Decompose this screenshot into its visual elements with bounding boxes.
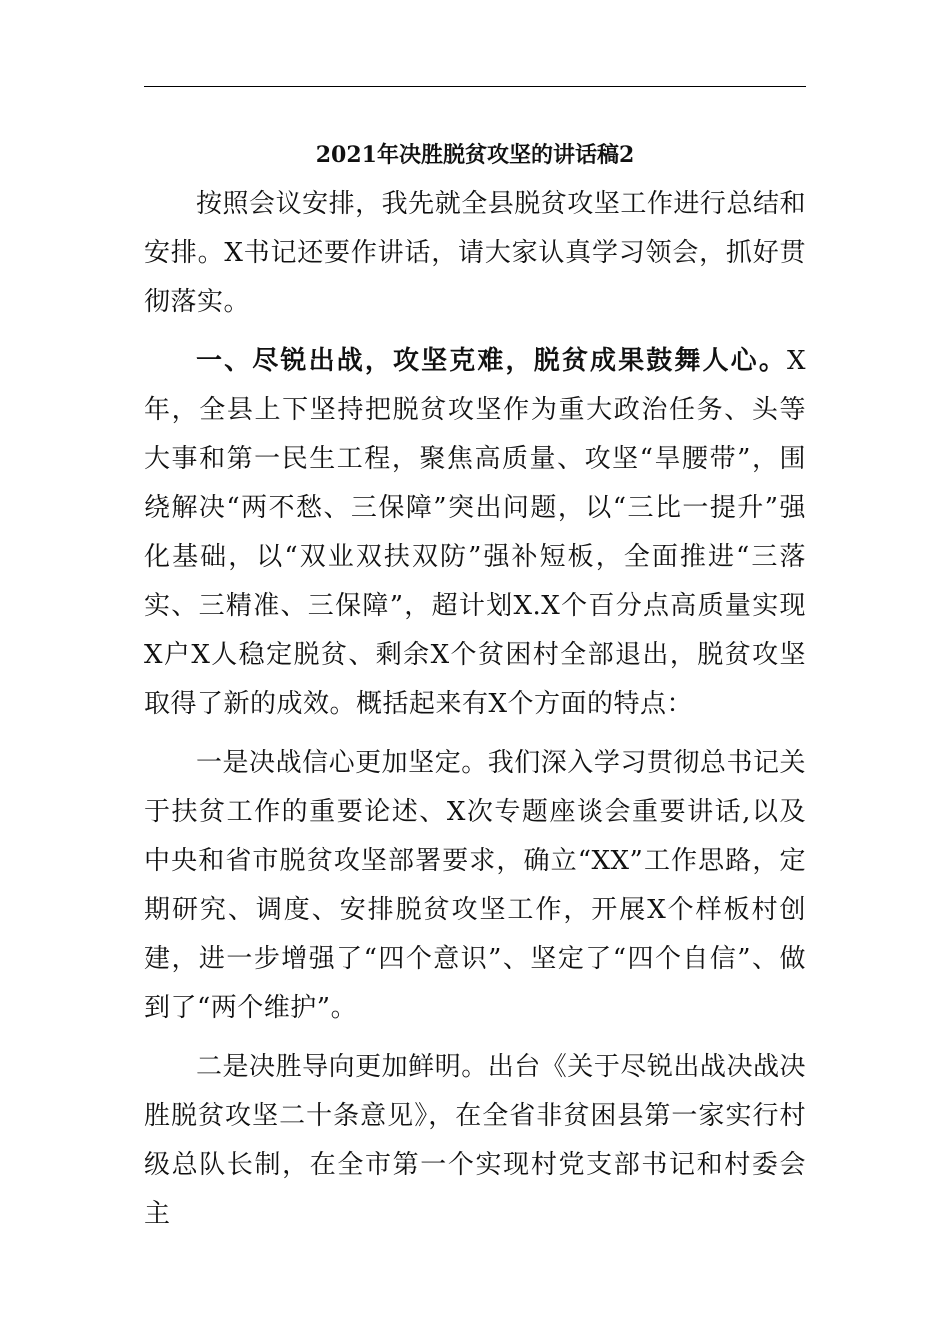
paragraph-text: 按照会议安排，我先就全县脱贫攻坚工作进行总结和安排。X书记还要作讲话，请大家认真学习领会，抓好贯彻落实。: [144, 189, 806, 317]
paragraph-text: X年，全县上下坚持把脱贫攻坚作为重大政治任务、头等大事和第一民生工程，聚焦高质量、攻坚“旱腰带”，围绕解决“两不愁、三保障”突出问题，以“三比一提升”强化基础，以“双业双扶双防”强补短板，全面推进“三落实、三精准、三保障”，超计划X.X个百分点高质量实现X户X人稳定脱贫、剩余X个贫困村全部退出，脱贫攻坚取得了新的成效。概括起来有X个方面的特点：: [144, 346, 806, 719]
paragraph-point-two: [144, 1043, 806, 1239]
header-rule: [144, 86, 806, 87]
paragraph-section-one: [144, 337, 806, 729]
paragraph-text: 一是决战信心更加坚定。我们深入学习贯彻总书记关于扶贫工作的重要论述、X次专题座谈会重要讲话,以及中央和省市脱贫攻坚部署要求，确立“XX”工作思路，定期研究、调度、安排脱贫攻坚工作，开展X个样板村创建，进一步增强了“四个意识”、坚定了“四个自信”、做到了“两个维护”。: [144, 748, 806, 1023]
document-body: [144, 180, 806, 1249]
paragraph-point-one: [144, 739, 806, 1033]
paragraph-intro: [144, 180, 806, 327]
section-heading: 一、尽锐出战，攻坚克难，脱贫成果鼓舞人心。: [196, 346, 787, 376]
paragraph-text: 二是决胜导向更加鲜明。出台《关于尽锐出战决战决胜脱贫攻坚二十条意见》，在全省非贫困县第一家实行村级总队长制，在全市第一个实现村党支部书记和村委会主: [144, 1052, 806, 1229]
document-title: 2021年决胜脱贫攻坚的讲话稿2: [315, 142, 635, 168]
